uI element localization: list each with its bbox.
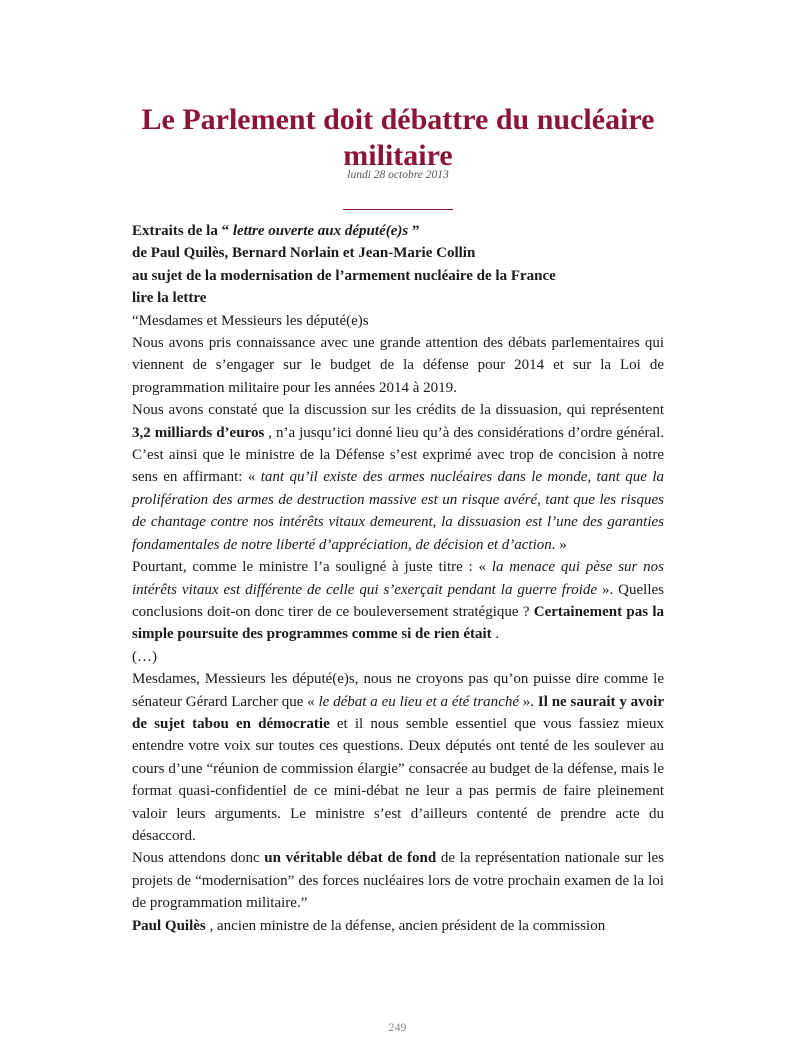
signature-paragraph (132, 915, 664, 937)
publication-date: lundi 28 octobre 2013 (347, 169, 449, 181)
text-run: Pourtant, comme le ministre l’a souligné à juste titre : « (132, 559, 492, 576)
text-run: Mesdames, Messieurs les député(e)s, nous ne croyons pas qu’on puisse dire comme le sénateur Gérard Larcher que « (132, 671, 664, 710)
text-run: Nous avons constaté que la discussion sur les crédits de la dissuasion, qui représentent (132, 402, 664, 419)
text-run: , n’a jusqu’ici donné lieu qu’à des considérations d’ordre général. C’est ainsi que le ministre de la Défense s’est exprimé avec trop de concision à notre sens en affirmant: « (132, 424, 664, 486)
intro-authors: de Paul Quilès, Bernard Norlain et Jean-Marie Collin (132, 245, 476, 262)
paragraph-2 (132, 399, 664, 556)
text-run: ». (518, 693, 538, 710)
salutation: “Mesdames et Messieurs les député(e)s (132, 312, 369, 329)
paragraph-3 (132, 556, 664, 646)
senator-quote: le débat a eu lieu et a été tranché (318, 693, 519, 710)
title-divider (343, 209, 453, 210)
intro-prefix: Extraits de la “ (132, 223, 233, 239)
author-name: Paul Quilès (132, 917, 206, 934)
paragraph-4 (132, 668, 664, 847)
intro-line-1 (132, 220, 664, 242)
debate-emphasis: un véritable débat de fond (264, 850, 437, 867)
page-title: Le Parlement doit débattre du nucléaire militaire (141, 103, 655, 172)
emphasis-statement: Certainement pas la simple poursuite des programmes comme si de rien était (132, 603, 665, 643)
threat-quote: la menace qui pèse sur nos intérêts vitaux est différente de celle qui s’exerçait pendant la guerre froide (132, 559, 664, 598)
text-run: de la représentation nationale sur les projets de “modernisation” des forces nucléaires lors de votre prochain examen de la loi de programmation militaire.” (132, 850, 664, 912)
text-run: ». Quelles conclusions doit-on donc tirer de ce bouleversement stratégique ? (132, 581, 664, 620)
text-run: et il nous semble essentiel que vous fassiez mieux entendre votre voix sur toutes ces questions. Deux députés ont tenté de les soulever au cours d’une “réunion de commission élargie” consacrée au budget de la défense, mais le format quasi-confidentiel de ce mini-débat ne leur a pas permis de faire pleinement valoir leurs arguments. Le ministre s’est d’ailleurs contenté de prendre acte du désaccord. (132, 715, 664, 844)
text-run: Nous attendons donc (132, 850, 265, 867)
page-number: 249 (388, 1020, 407, 1034)
paragraph-1: Nous avons pris connaissance avec une grande attention des débats parlementaires qui viennent de s’engager sur le budget de la défense pour 2014 et sur la Loi de programmation militaire pour les années 2014 à 2019. (132, 335, 664, 396)
ellipsis: (…) (132, 648, 157, 665)
text-run: . (491, 626, 500, 643)
intro-subject: au sujet de la modernisation de l’armement nucléaire de la France (132, 267, 556, 284)
letter-title: lettre ouverte aux député(e)s (232, 223, 409, 239)
budget-amount: 3,2 milliards d’euros (132, 424, 265, 441)
read-letter-link[interactable]: lire la lettre (132, 290, 207, 307)
text-run: , ancien ministre de la défense, ancien président de la commission (205, 917, 606, 934)
document-page (132, 102, 664, 937)
text-run: . » (551, 536, 567, 553)
democracy-statement: Il ne saurait y avoir de sujet tabou en démocratie (132, 693, 664, 732)
intro-suffix: ” (408, 223, 420, 239)
minister-quote: tant qu’il existe des armes nucléaires dans le monde, tant que la prolifération des armes de destruction massive est un risque avéré, tant que les risques de chantage contre nos intérêts vitaux demeurent, la dissuasion est l’une des garanties fondamentales de notre liberté d’appréciation, de décision et d’action (132, 469, 664, 553)
paragraph-5 (132, 847, 664, 914)
